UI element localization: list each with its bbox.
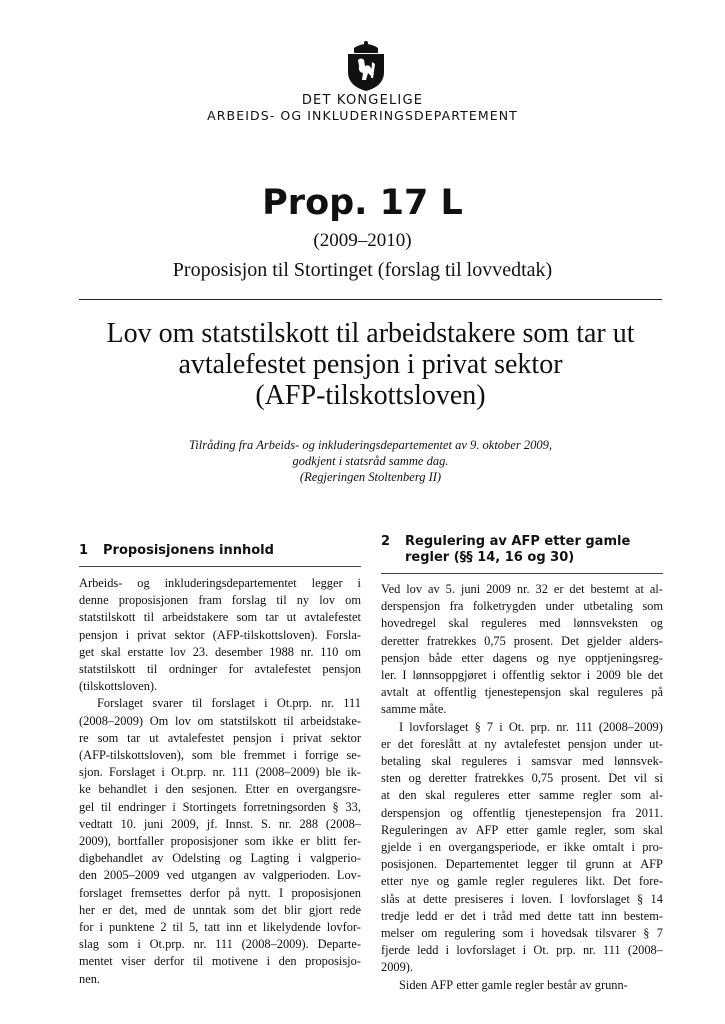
body-line: ke behandlet i den sesjonen. Etter en overgangsre- (79, 782, 361, 797)
body-line: gjelde i en overgangsperiode, er ikke omtalt i pro- (381, 840, 663, 855)
body-line: tredje ledd er det i tråd med dette tatt inn bestem- (381, 908, 663, 923)
body-line: slag som i Ot.prp. nr. 111 (2008–2009). Departe- (79, 937, 361, 952)
body-line: derspensjon og offentlig tjenestepensjon fra 2011. (381, 805, 663, 820)
body-line: etter nye og gamle regler reguleres likt. Det fore- (381, 874, 663, 889)
body-line: 2009). (381, 960, 414, 975)
recommendation-line: (Regjeringen Stoltenberg II) (299, 470, 442, 484)
recommendation-line: godkjent i statsråd samme dag. (292, 454, 449, 468)
body-line: deretter fratrekkes 0,75 prosent. Det gjelder alders- (381, 633, 663, 648)
body-line: Arbeids- og inkluderingsdepartementet legger i (79, 576, 361, 590)
section-2-body (381, 581, 663, 994)
body-line: derspensjon fra folketrygden under utbetaling som (381, 599, 663, 614)
session-years: (2009–2010) (313, 230, 412, 251)
recommendation-line: Tilråding fra Arbeids- og inkluderingsdepartementet av 9. oktober 2009, (189, 438, 552, 452)
body-line: hovedregel skal reguleres med lønnsveksten og (381, 616, 663, 631)
law-title-line: (AFP-tilskottsloven) (255, 380, 486, 411)
body-line: nen. (79, 971, 100, 986)
prop-title: Prop. 17 L (262, 183, 463, 223)
body-line: Ved lov av 5. juni 2009 nr. 32 er det bestemt at al- (381, 582, 663, 596)
section-1-heading (79, 543, 361, 559)
body-line: den 2005–2009 ved utgangen av valgperioden. Lov- (79, 868, 361, 883)
section-title-line: regler (§§ 14, 16 og 30) (405, 550, 575, 565)
body-line: slås at dette presiseres i loven. I lovforslaget § 14 (381, 891, 663, 906)
body-line: her er det, med de unntak som det blir gjort rede (79, 902, 361, 917)
body-line: posisjonen. Departementet legger til grunn at AFP (381, 857, 663, 872)
body-line: sjon. Forslaget i Ot.prp. nr. 111 (2008–2009) ble ik- (79, 765, 361, 780)
body-line: pensjon både etter dagens og nye opptjeningsreg- (381, 650, 663, 665)
body-line: er det foreslått at ny avtalefestet pensjon under ut- (381, 736, 663, 751)
body-line: mentet viser derfor til motivene i den proposisjo- (79, 954, 361, 969)
body-line: at den skal reguleres etter samme regler som al- (381, 788, 663, 803)
body-line: (2008–2009) Om lov om statstilskott til arbeidstake- (79, 713, 361, 728)
law-title-line: Lov om statstilskott til arbeidstakere som tar ut (106, 318, 635, 349)
body-line: fjerde ledd i lovforslaget i Ot. prp. nr. 111 (2008– (381, 943, 663, 958)
section-1-body (79, 575, 361, 988)
body-line: statstilskott til ordninger for avtalefestet pensjon (79, 662, 361, 677)
section-number: 1 (79, 543, 89, 558)
coat-of-arms-icon (344, 40, 388, 92)
body-line: Reguleringen av AFP etter gamle regler, som skal (381, 822, 663, 837)
body-line: avtalt at offentlig tjenestepensjon skal reguleres på (381, 685, 663, 700)
body-line: for i punktene 2 til 5, tatt inn et likelydende lovfor- (79, 920, 361, 935)
section-title: Proposisjonens innhold (103, 543, 274, 558)
body-line: pensjon i privat sektor (AFP-tilskottsloven). Forsla- (79, 627, 361, 642)
body-line: (AFP-tilskottsloven), som ble fremmet i forrige se- (79, 748, 361, 763)
body-line: digbehandlet av Odelsting og Lagting i valgperio- (79, 851, 361, 866)
title-divider (79, 299, 662, 300)
body-line: forslaget fremsettes derfor på nytt. I proposisjonen (79, 885, 361, 900)
body-line: (tilskottsloven). (79, 679, 158, 694)
body-line: 2009), bortfaller proposisjoner som ikke er blitt fer- (79, 834, 361, 849)
body-line: statstilskott til arbeidstakere som tar ut avtalefestet (79, 610, 361, 625)
section-1-divider (79, 566, 361, 567)
department-line-1: DET KONGELIGE (301, 93, 424, 108)
body-line: vedtatt 10. juni 2009, jf. Innst. S. nr. 288 (2008– (79, 816, 361, 831)
body-line: sten og deretter fratrekkes 0,75 prosent. Det vil si (381, 771, 663, 786)
section-2-divider (381, 573, 663, 574)
body-line: samme måte. (381, 702, 447, 717)
law-title-line: avtalefestet pensjon i privat sektor (178, 349, 563, 380)
recommendation-note (79, 437, 662, 485)
body-line: melser om regulering som i hovedsak tilsvarer § 7 (381, 926, 663, 941)
body-line: gel til endringer i Stortingets forretningsorden § 33, (79, 799, 361, 814)
body-line: betaling skal reguleres i samsvar med lønnsvek- (381, 754, 663, 769)
proposition-subtitle: Proposisjon til Stortinget (forslag til lovvedtak) (172, 259, 553, 281)
law-title (79, 318, 662, 411)
section-number: 2 (381, 534, 391, 549)
body-line: re som tar ut avtalefestet pensjon i privat sektor (79, 730, 361, 745)
department-line-2: ARBEIDS- OG INKLUDERINGSDEPARTEMENT (207, 108, 518, 123)
body-line: I lovforslaget § 7 i Ot. prp. nr. 111 (2008–2009) (399, 719, 663, 734)
body-line: ler. I lønnsoppgjøret i offentlig sektor i 2009 ble det (381, 668, 663, 683)
body-line: denne proposisjonen fram forslag til ny lov om (79, 593, 361, 608)
section-title-line: Regulering av AFP etter gamle (405, 534, 631, 549)
body-line: get skal erstatte lov 23. desember 1988 nr. 110 om (79, 644, 361, 659)
body-line: Forslaget svarer til forslaget i Ot.prp. nr. 111 (97, 696, 361, 711)
body-line: Siden AFP etter gamle regler består av grunn- (399, 977, 628, 992)
section-2-heading (381, 534, 663, 566)
